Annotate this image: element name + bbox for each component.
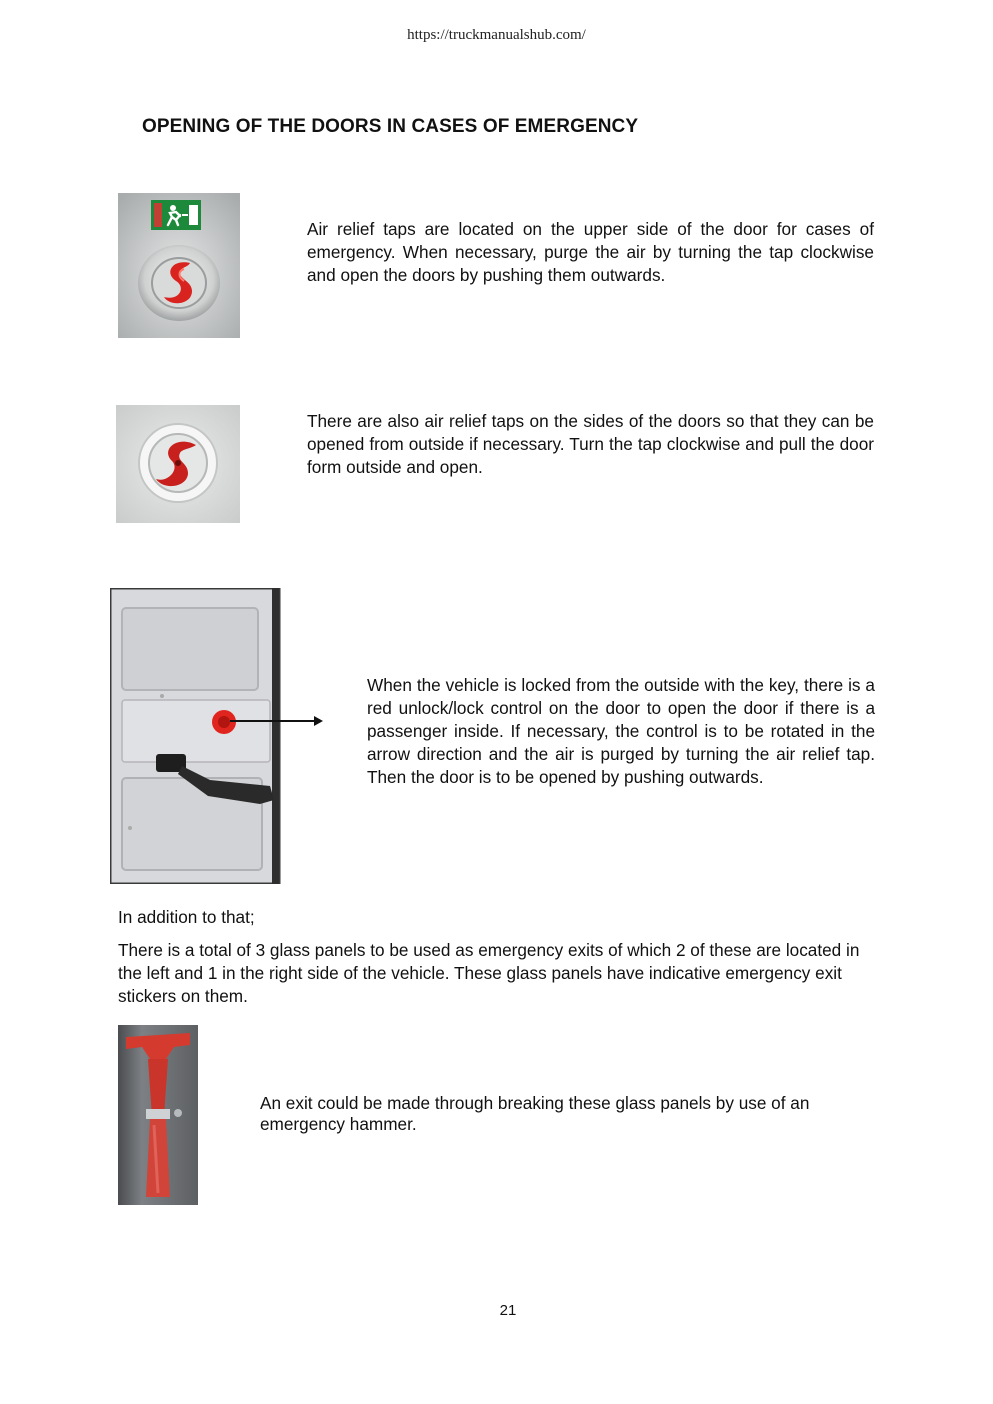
hammer-photo <box>118 1025 198 1205</box>
page-number: 21 <box>499 1302 517 1319</box>
side-tap-description: There are also air relief taps on the sides of the doors so that they can be opened from outside if necessary. Turn the tap clockwise and pull the door form outside and open. <box>307 411 874 477</box>
hammer-description: An exit could be made through breaking these glass panels by use of an emergency hammer. <box>260 1093 810 1134</box>
upper-tap-description: Air relief taps are located on the upper side of the door for cases of emergency. When necessary, purge the air by turning the tap clockwise and open the doors by pushing them outwards. <box>307 219 874 285</box>
locked-vehicle-description: When the vehicle is locked from the outside with the key, there is a red unlock/lock control on the door to open the door if there is a passenger inside. If necessary, the control is to be rotated in the arrow direction and the air is purged by turning the air relief tap. Then the door is to be opened by pushing outwards. <box>367 675 875 787</box>
addition-intro: In addition to that; <box>118 907 255 927</box>
page-title: OPENING OF THE DOORS IN CASES OF EMERGENCY <box>142 116 639 137</box>
door-panel-photo <box>110 588 325 884</box>
upper-tap-photo <box>118 193 240 338</box>
emergency-exit-sign-icon <box>151 200 201 230</box>
right-arrow-icon <box>314 716 323 726</box>
header-url: https://truckmanualshub.com/ <box>407 27 586 43</box>
side-tap-photo <box>116 405 240 523</box>
glass-panels-description: There is a total of 3 glass panels to be used as emergency exits of which 2 of these are located in the left and 1 in the right side of the vehicle. These glass panels have indicative emergency exit stickers on them. <box>118 940 860 1006</box>
